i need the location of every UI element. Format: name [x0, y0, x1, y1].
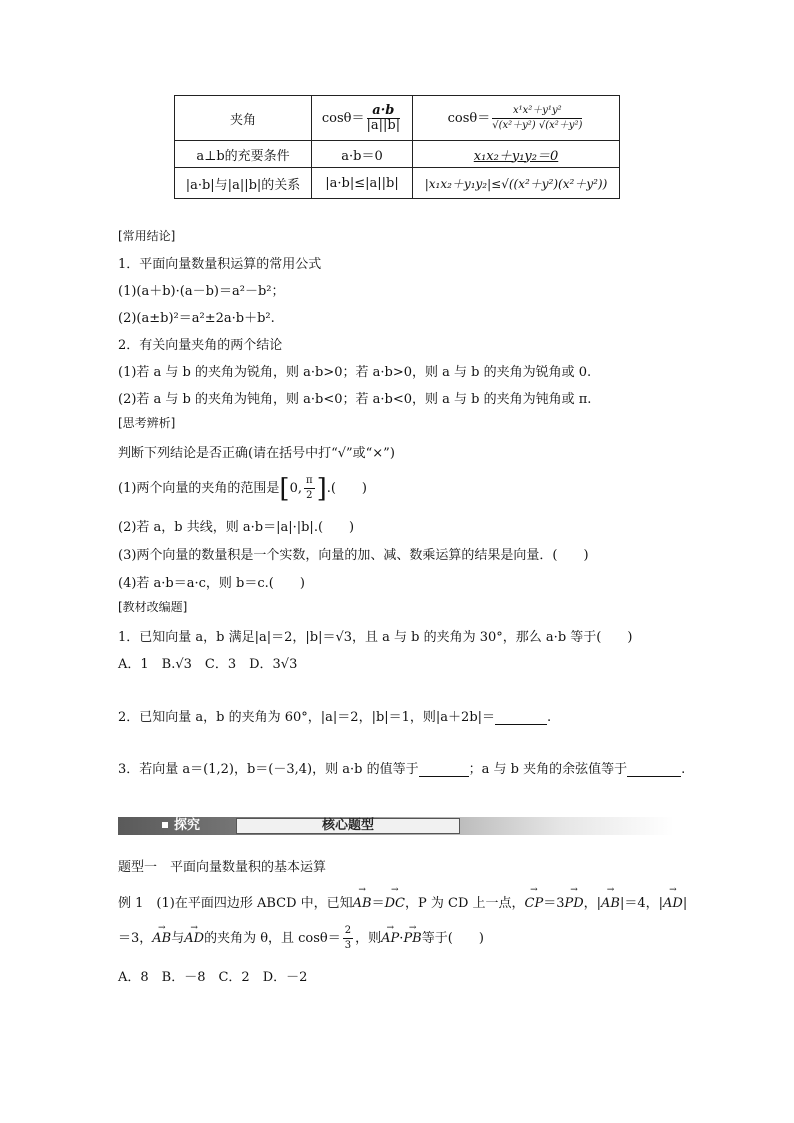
cell-relation-coord: |x₁x₂＋y₁y₂|≤√((x²＋y²)(x²＋y²)) [413, 168, 620, 199]
common-line-4: 2．有关向量夹角的两个结论 [118, 338, 283, 353]
fraction-denominator: 3 [344, 940, 352, 951]
common-heading: [常用结论] [118, 229, 176, 243]
common-line-6: (2)若 a 与 b 的夹角为钝角，则 a·b<0；若 a·b<0，则 a 与 b 的夹角为钝角或 π. [118, 392, 592, 407]
example-1-line-2 [118, 922, 484, 956]
cell-perp-coord: x₁x₂＋y₁y₂＝0 [413, 141, 620, 168]
square-bullet-icon [162, 822, 168, 828]
ex-text: | [682, 896, 688, 911]
ex-text: ，| [583, 896, 602, 911]
ex-text: 例 1 (1)在平面四边形 ABCD 中，已知 [118, 896, 353, 911]
p3-text-b: ；a 与 b 夹角的余弦值等于 [468, 762, 628, 777]
answer-blank [495, 724, 547, 725]
think-intro: 判断下列结论是否正确(请在括号中打“√”或“×”) [118, 446, 395, 461]
answer-blank [627, 776, 681, 777]
p2-end: . [547, 710, 552, 725]
fraction [343, 924, 353, 953]
cell-angle-label: 夹角 [175, 96, 312, 141]
vector-ap: → AP [381, 922, 399, 956]
vector-ad: → AD [184, 922, 204, 956]
ex-text: 与 [171, 931, 185, 946]
think-heading: [思考辨析] [118, 416, 176, 430]
q1-tail: .( ) [326, 481, 367, 496]
think-q2: (2)若 a，b 共线，则 a·b＝|a|·|b|.( ) [118, 520, 355, 535]
fraction-denominator: √(x²＋y²) √(x²＋y²) [492, 119, 583, 131]
ex-text: ，P 为 CD 上一点， [404, 896, 525, 911]
ex-text: 等于( ) [421, 931, 484, 946]
vector-dc: → DC [385, 896, 405, 911]
ex-text: ＝3 [543, 896, 565, 911]
common-line-1: 1．平面向量数量积运算的常用公式 [118, 257, 322, 272]
ex-text: · [399, 931, 404, 946]
think-q4: (4)若 a·b＝a·c，则 b＝c.( ) [118, 576, 305, 591]
formula-lhs: cosθ＝ [321, 110, 365, 126]
cell-relation-label: |a·b|与|a||b|的关系 [175, 168, 312, 199]
summary-table [174, 95, 620, 199]
cell-perp-vector: a·b＝0 [312, 141, 413, 168]
ex-text: 的夹角为 θ，且 cosθ＝ [204, 931, 341, 946]
textbook-p1-options: A．1 B.√3 C．3 D．3√3 [118, 657, 298, 672]
fraction-numerator: x¹x²＋y¹y² [492, 104, 582, 119]
section-banner [118, 817, 674, 835]
cell-angle-coord-formula [413, 96, 620, 141]
fraction-numerator: 2 [343, 924, 353, 939]
fraction-numerator: π [304, 474, 315, 489]
fraction [304, 474, 315, 503]
banner-left-label: 探究 [174, 818, 201, 833]
table-row [175, 96, 620, 141]
textbook-heading: [教材改编题] [118, 600, 188, 614]
table-row [175, 141, 620, 168]
table-row [175, 168, 620, 199]
ex-text: ＝3， [118, 931, 153, 946]
fraction [492, 104, 582, 133]
vector-ab: → AB [353, 896, 372, 911]
ex-text: |＝4，| [620, 896, 664, 911]
common-line-2: (1)(a＋b)·(a－b)＝a²－b²； [118, 284, 285, 299]
vector-ab: → AB [601, 896, 620, 911]
vector-cp: → CP [525, 896, 544, 911]
bracket-right: ] [316, 473, 327, 504]
answer-blank [419, 776, 469, 777]
cell-perp-label: a⊥b的充要条件 [175, 141, 312, 168]
textbook-p1: 1．已知向量 a，b 满足|a|＝2，|b|＝√3，且 a 与 b 的夹角为 30°，那么 a·b 等于( ) [118, 630, 633, 645]
vector-ab: → AB [152, 922, 171, 956]
p3-text-a: 3．若向量 a＝(1,2)，b＝(－3,4)，则 a·b 的值等于 [118, 762, 419, 777]
ex-text: ，则 [355, 931, 382, 946]
q1-text: (1)两个向量的夹角的范围是 [118, 481, 280, 496]
vector-pd: → PD [564, 896, 583, 911]
fraction-numerator: a·b [367, 104, 401, 119]
formula-lhs: cosθ＝ [447, 110, 491, 126]
cell-angle-formula [312, 96, 413, 141]
q1-range-start: 0, [289, 481, 302, 496]
type1-title: 题型一 平面向量数量积的基本运算 [118, 860, 327, 875]
vector-pb: → PB [403, 922, 421, 956]
fraction-denominator: 2 [306, 490, 313, 501]
think-q1 [118, 472, 367, 506]
p2-text: 2．已知向量 a，b 的夹角为 60°，|a|＝2，|b|＝1，则|a＋2b|＝ [118, 710, 496, 725]
common-line-3: (2)(a±b)²＝a²±2a·b＋b². [118, 311, 275, 326]
banner-right: 核心题型 [236, 818, 460, 834]
example-1-options: A．8 B．－8 C．2 D．－2 [118, 970, 308, 985]
common-line-5: (1)若 a 与 b 的夹角为锐角，则 a·b>0；若 a·b>0，则 a 与 b 的夹角为锐角或 0. [118, 365, 592, 380]
textbook-p3 [118, 758, 685, 777]
fraction [367, 104, 401, 133]
cell-relation-vector: |a·b|≤|a||b| [312, 168, 413, 199]
example-1-line-1 [118, 892, 687, 911]
fraction-denominator: |a||b| [366, 117, 401, 133]
ex-text: ＝ [371, 896, 385, 911]
vector-ad: → AD [663, 896, 683, 911]
bracket-left: [ [279, 473, 290, 504]
p3-end: . [681, 762, 686, 777]
banner-left [118, 817, 236, 835]
think-q3: (3)两个向量的数量积是一个实数，向量的加、减、数乘运算的结果是向量．( ) [118, 548, 589, 563]
textbook-p2 [118, 706, 551, 725]
